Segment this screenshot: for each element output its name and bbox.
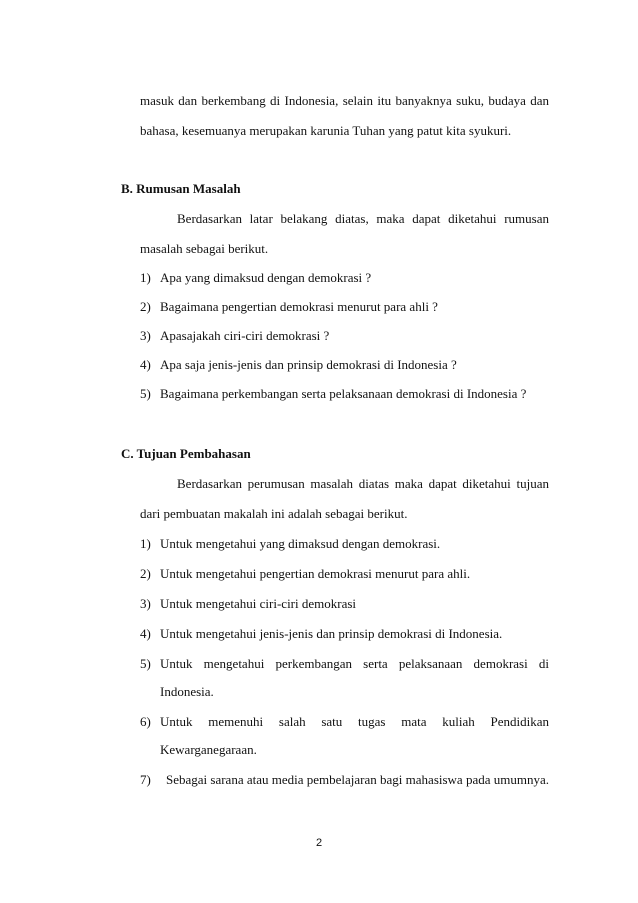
section-c-paragraph-line-1: Berdasarkan perumusan masalah diatas maka dapat diketahui tujuan [177,476,549,491]
section-b-heading: B. Rumusan Masalah [121,181,241,196]
list-item-number: 2) [140,299,151,314]
list-item-continuation: Indonesia. [160,684,214,699]
intro-line-2: bahasa, kesemuanya merupakan karunia Tuhan yang patut kita syukuri. [140,123,512,138]
list-item-text: Untuk memenuhi salah satu tugas mata kuliah Pendidikan [160,714,549,729]
list-item-number: 5) [140,656,151,671]
list-item-number: 4) [140,626,151,641]
list-item-number: 4) [140,357,151,372]
list-item-text: Sebagai sarana atau media pembelajaran bagi mahasiswa pada umumnya. [166,772,549,787]
list-item-text: Bagaimana perkembangan serta pelaksanaan demokrasi di Indonesia ? [160,386,527,401]
list-item-number: 2) [140,566,151,581]
page-number: 2 [315,837,323,849]
list-item-number: 5) [140,386,151,401]
list-item-text: Untuk mengetahui jenis-jenis dan prinsip demokrasi di Indonesia. [160,626,503,641]
list-item-number: 3) [140,328,151,343]
list-item-number: 1) [140,536,151,551]
list-item-text: Untuk mengetahui perkembangan serta pelaksanaan demokrasi di [160,656,549,671]
list-item-number: 6) [140,714,151,729]
section-b-paragraph-line-1: Berdasarkan latar belakang diatas, maka dapat diketahui rumusan [177,211,549,226]
list-item-text: Untuk mengetahui ciri-ciri demokrasi [160,596,357,611]
list-item-text: Apa saja jenis-jenis dan prinsip demokrasi di Indonesia ? [160,357,457,372]
section-c-heading: C. Tujuan Pembahasan [121,446,251,461]
list-item-text: Untuk mengetahui pengertian demokrasi menurut para ahli. [160,566,471,581]
list-item-text: Apasajakah ciri-ciri demokrasi ? [160,328,330,343]
list-item-continuation: Kewarganegaraan. [160,742,257,757]
list-item-number: 1) [140,270,151,285]
list-item-number: 3) [140,596,151,611]
list-item-text: Untuk mengetahui yang dimaksud dengan demokrasi. [160,536,441,551]
list-item-text: Apa yang dimaksud dengan demokrasi ? [160,270,372,285]
intro-line-1: masuk dan berkembang di Indonesia, selain itu banyaknya suku, budaya dan [140,93,549,108]
section-c-paragraph-line-2: dari pembuatan makalah ini adalah sebagai berikut. [140,506,408,521]
list-item-number: 7) [140,772,151,787]
section-b-paragraph-line-2: masalah sebagai berikut. [140,241,269,256]
list-item-text: Bagaimana pengertian demokrasi menurut para ahli ? [160,299,438,314]
